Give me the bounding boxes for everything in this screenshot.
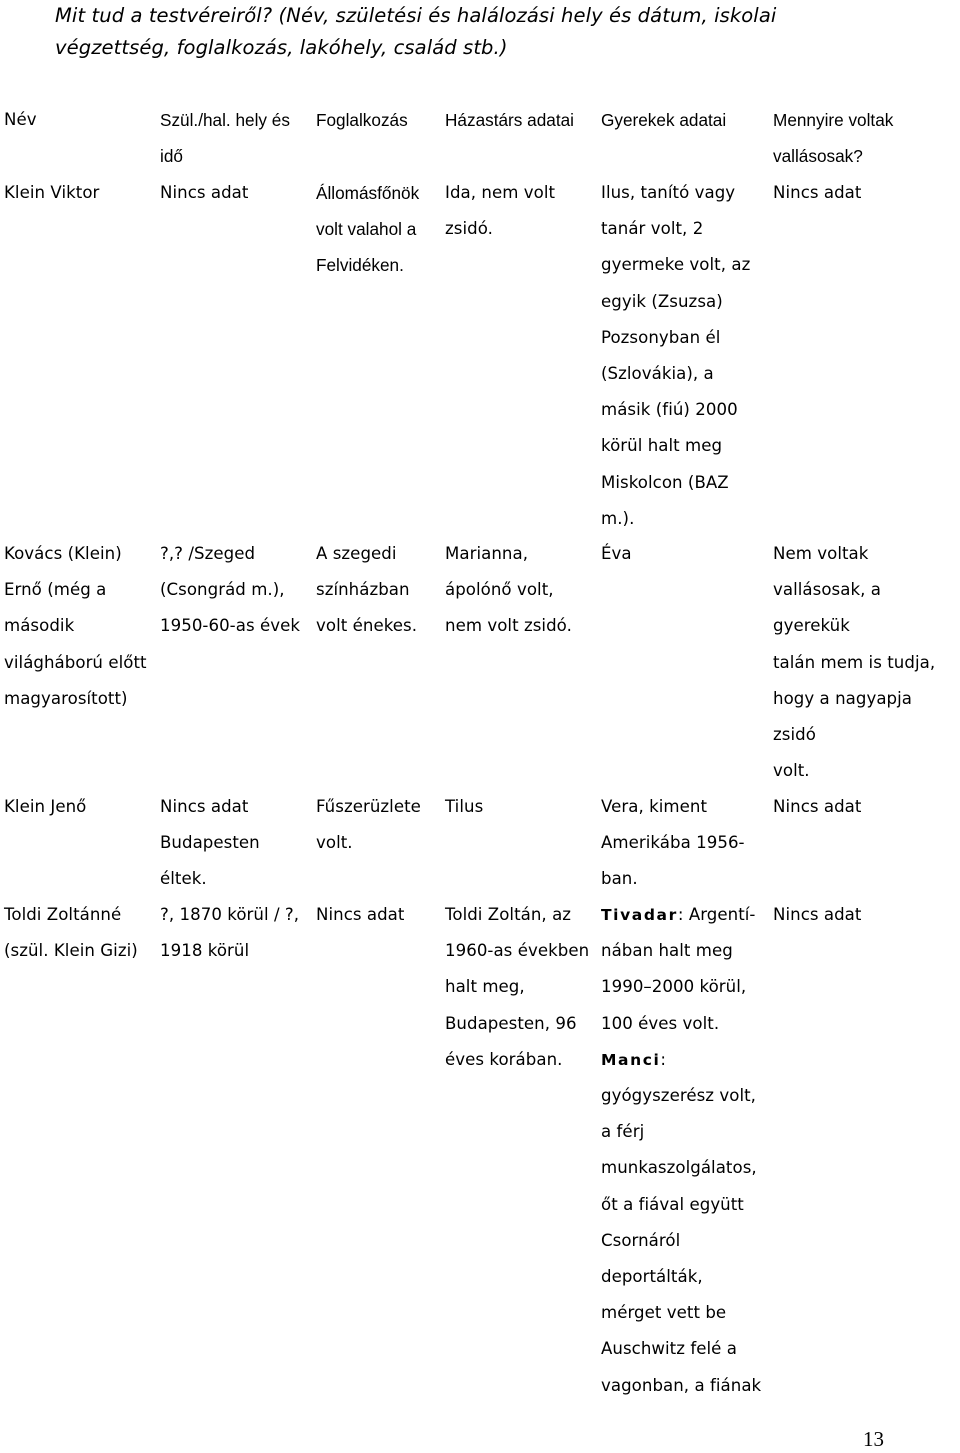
- cell-occupation: Nincs adat: [316, 905, 405, 924]
- cell-name: Kovács (Klein) Ernő (még a második világháború előtt magyarosított): [4, 544, 147, 708]
- cell-children: [601, 897, 761, 1404]
- cell-spouse: Ida, nem volt zsidó.: [445, 183, 556, 239]
- header-occupation: Foglalkozás: [316, 110, 408, 130]
- cell-spouse: Tilus: [445, 797, 484, 816]
- child-text-tivadar: : Argentí- nában halt meg 1990–2000 körül, 100 éves volt.: [601, 905, 756, 1033]
- cell-children: Vera, kiment Amerikába 1956- ban.: [601, 797, 745, 889]
- heading-line-1: Mit tud a testvéreiről? (Név, születési és halálozási hely és dátum, iskolai: [55, 4, 777, 27]
- header-name: Név: [4, 110, 37, 129]
- page-heading: [55, 0, 935, 64]
- child-name-tivadar: Tivadar: [601, 906, 678, 924]
- cell-name: Toldi Zoltánné (szül. Klein Gizi): [4, 905, 138, 961]
- cell-religion: Nem voltak vallásosak, a gyerekük talán mem is tudja, hogy a nagyapja zsidó volt.: [773, 544, 936, 781]
- header-children: Gyerekek adatai: [601, 110, 727, 130]
- cell-spouse: Toldi Zoltán, az 1960-as években halt meg, Budapesten, 96 éves korában.: [445, 905, 590, 1069]
- cell-occupation: Fűszerüzlete volt.: [316, 797, 421, 853]
- cell-occupation: Állomásfőnök volt valahol a Felvidéken.: [316, 183, 420, 276]
- cell-religion: Nincs adat: [773, 905, 862, 924]
- child-name-manci: Manci: [601, 1050, 661, 1069]
- cell-name: Klein Jenő: [4, 797, 87, 816]
- cell-birth: Nincs adat: [160, 183, 249, 202]
- cell-occupation: A szegedi színházban volt énekes.: [316, 544, 418, 636]
- cell-birth: ?,? /Szeged (Csongrád m.), 1950-60-as évek: [160, 544, 301, 636]
- header-spouse: Házastárs adatai: [445, 110, 574, 130]
- page-number: 13: [863, 1427, 884, 1451]
- header-birth: Szül./hal. hely és idő: [160, 110, 290, 167]
- cell-spouse: Marianna, ápolónő volt, nem volt zsidó.: [445, 544, 572, 636]
- cell-name: Klein Viktor: [4, 183, 100, 202]
- cell-children: Éva: [601, 544, 632, 563]
- cell-religion: Nincs adat: [773, 797, 862, 816]
- cell-religion: Nincs adat: [773, 183, 862, 202]
- header-religion: Mennyire voltak vallásosak?: [773, 110, 894, 167]
- child-text-manci: : gyógyszerész volt, a férj munkaszolgálatos, őt a fiával együtt Csornáról deportálták, mérget vett be Auschwitz felé a vagonban, a fiának: [601, 1049, 762, 1395]
- cell-birth: Nincs adat Budapesten éltek.: [160, 797, 260, 889]
- cell-children: Ilus, tanító vagy tanár volt, 2 gyermeke volt, az egyik (Zsuzsa) Pozsonyban él (Szlovákia), a másik (fiú) 2000 körül halt meg Miskolcon (BAZ m.).: [601, 183, 751, 528]
- cell-birth: ?, 1870 körül / ?, 1918 körül: [160, 905, 300, 961]
- heading-line-2: végzettség, foglalkozás, lakóhely, család stb.): [55, 36, 508, 59]
